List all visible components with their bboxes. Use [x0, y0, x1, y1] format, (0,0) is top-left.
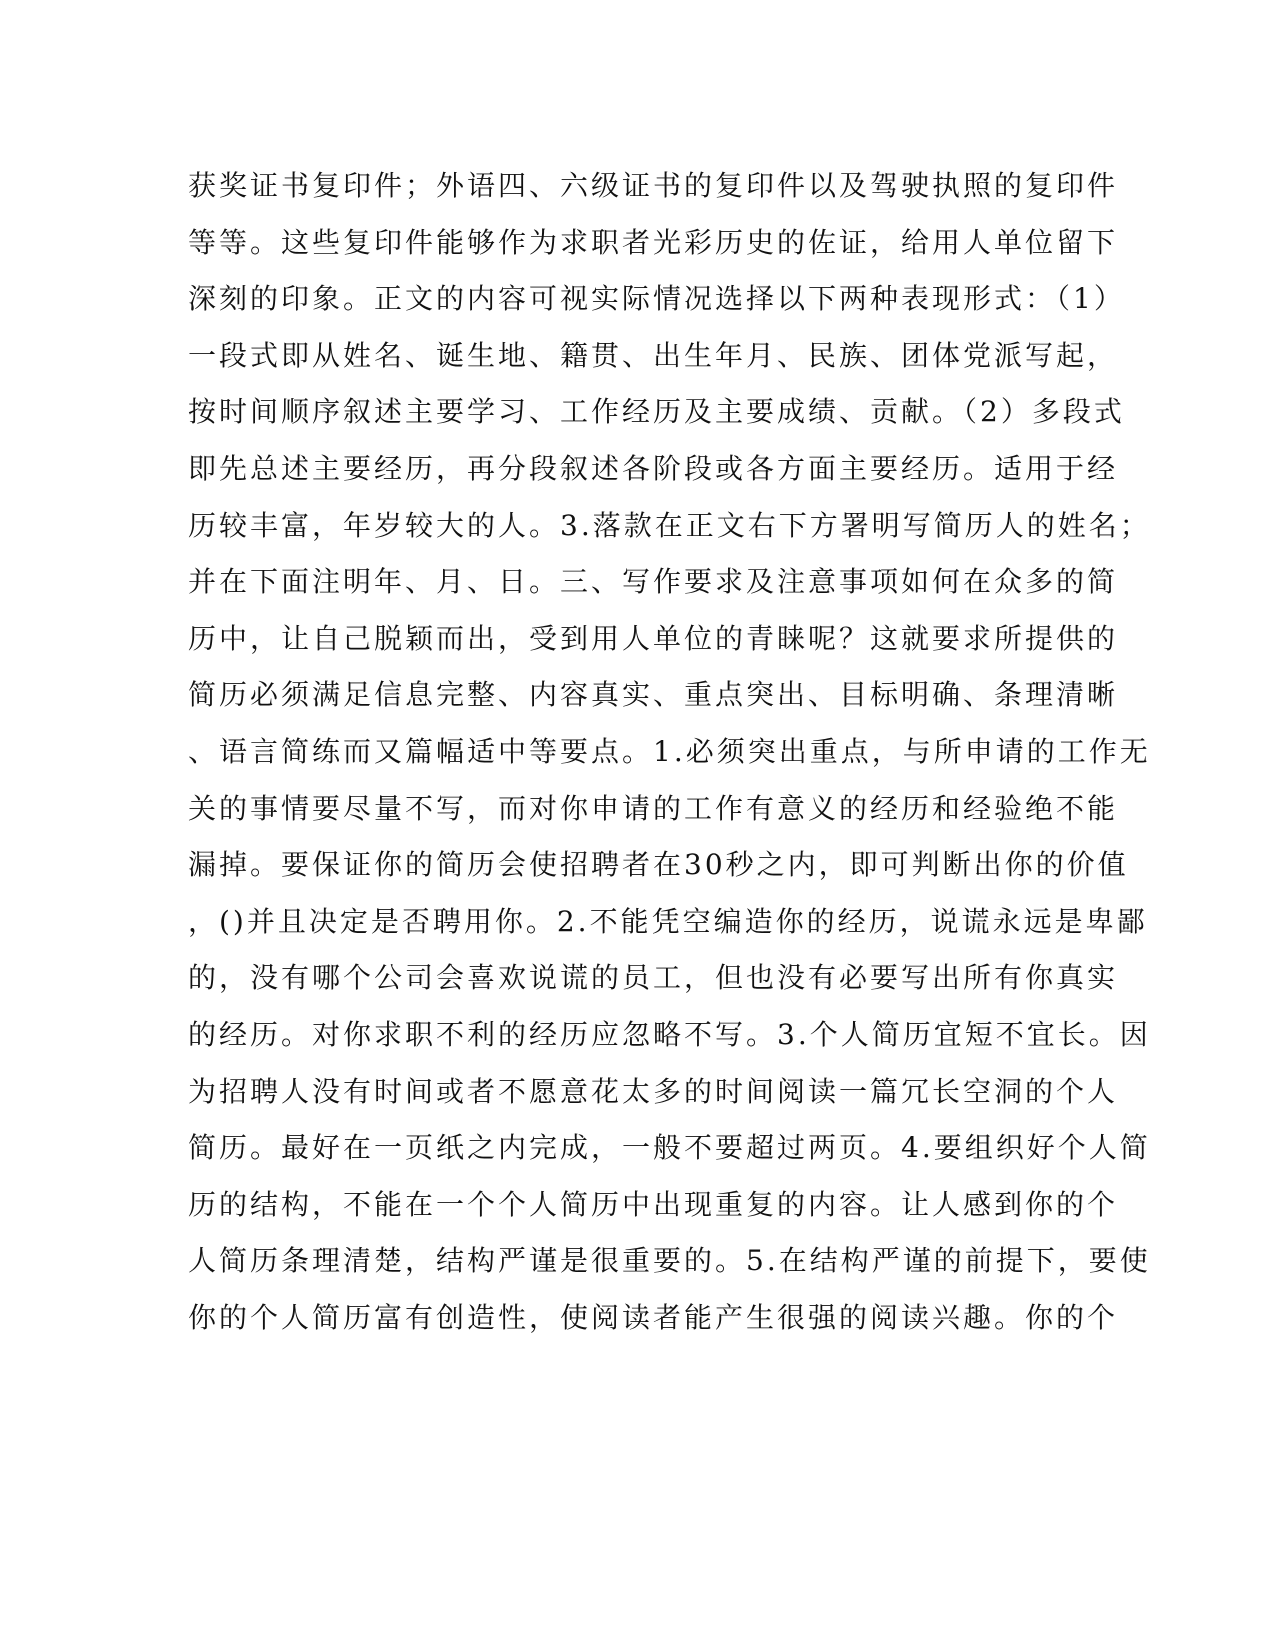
body-text — [188, 158, 1151, 1346]
text-line: 、语言简练而又篇幅适中等要点。1.必须突出重点，与所申请的工作无 — [188, 734, 1151, 768]
text-line: 简历。最好在一页纸之内完成，一般不要超过两页。4.要组织好个人简 — [188, 1131, 1151, 1165]
text-line: 历较丰富，年岁较大的人。3.落款在正文右下方署明写简历人的姓名； — [188, 508, 1151, 542]
text-line: 并在下面注明年、月、日。三、写作要求及注意事项如何在众多的简 — [188, 565, 1119, 599]
text-line: ，()并且决定是否聘用你。2.不能凭空编造你的经历，说谎永远是卑鄙 — [188, 904, 1148, 938]
text-line: 为招聘人没有时间或者不愿意花太多的时间阅读一篇冗长空洞的个人 — [188, 1074, 1119, 1108]
text-line: 简历必须满足信息完整、内容真实、重点突出、目标明确、条理清晰 — [188, 678, 1119, 712]
text-line: 你的个人简历富有创造性，使阅读者能产生很强的阅读兴趣。你的个 — [188, 1300, 1119, 1334]
text-line: 历的结构，不能在一个个人简历中出现重复的内容。让人感到你的个 — [188, 1187, 1119, 1221]
text-line: 一段式即从姓名、诞生地、籍贯、出生年月、民族、团体党派写起， — [188, 338, 1119, 372]
text-line: 深刻的印象。正文的内容可视实际情况选择以下两种表现形式：（1） — [188, 282, 1125, 316]
text-line: 关的事情要尽量不写，而对你申请的工作有意义的经历和经验绝不能 — [188, 791, 1119, 825]
text-line: 人简历条理清楚，结构严谨是很重要的。5.在结构严谨的前提下，要使 — [188, 1244, 1151, 1278]
text-line: 即先总述主要经历，再分段叙述各阶段或各方面主要经历。适用于经 — [188, 451, 1119, 485]
text-line: 历中，让自己脱颖而出，受到用人单位的青睐呢？这就要求所提供的 — [188, 621, 1119, 655]
text-line: 按时间顺序叙述主要学习、工作经历及主要成绩、贡献。（2）多段式 — [188, 395, 1125, 429]
text-line: 获奖证书复印件；外语四、六级证书的复印件以及驾驶执照的复印件 — [188, 169, 1119, 202]
text-line: 的经历。对你求职不利的经历应忽略不写。3.个人简历宜短不宜长。因 — [188, 1017, 1151, 1051]
text-line: 的，没有哪个公司会喜欢说谎的员工，但也没有必要写出所有你真实 — [188, 961, 1119, 995]
text-line: 漏掉。要保证你的简历会使招聘者在30秒之内，即可判断出你的价值 — [188, 848, 1129, 882]
text-line: 等等。这些复印件能够作为求职者光彩历史的佐证，给用人单位留下 — [188, 225, 1119, 259]
